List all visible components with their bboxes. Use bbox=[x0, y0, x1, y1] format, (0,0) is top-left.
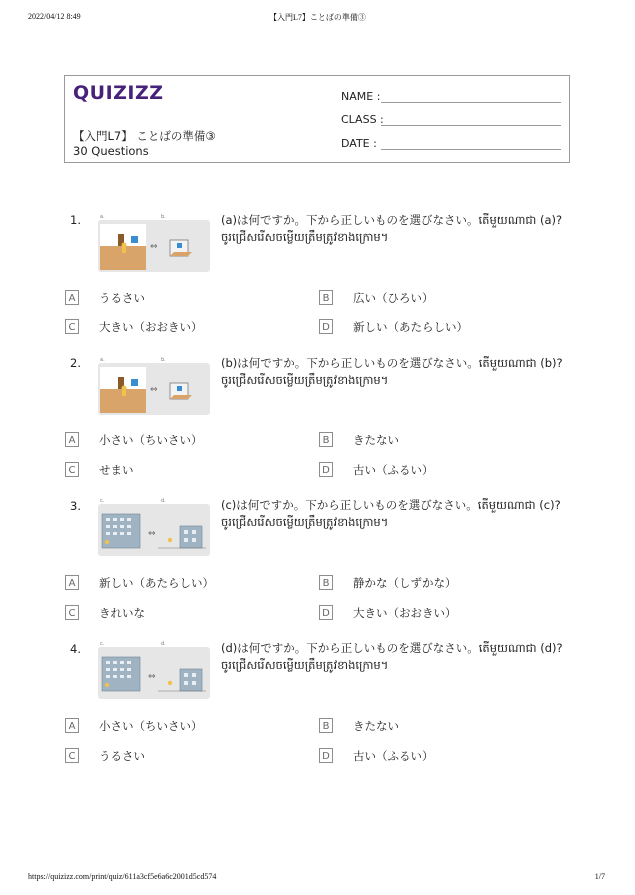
option-a[interactable] bbox=[65, 290, 305, 306]
option-letter: B bbox=[319, 290, 333, 305]
option-b[interactable] bbox=[319, 432, 559, 448]
option-a[interactable] bbox=[65, 575, 305, 591]
option-letter: C bbox=[65, 462, 79, 477]
rooms-illustration-icon bbox=[98, 212, 210, 272]
option-letter: D bbox=[319, 319, 333, 334]
option-text: 小さい（ちいさい） bbox=[99, 433, 203, 447]
option-text: 古い（ふるい） bbox=[353, 749, 434, 763]
buildings-illustration-icon bbox=[98, 496, 210, 556]
question-text: (c)は何ですか。下から正しいものを選びなさい。តើមួយណាជា (c)? ចូរជ្រើសរើសចម្លើយត្រឹមត្រូវខាងក្រោម។ bbox=[221, 498, 561, 529]
image-label-a: a. bbox=[100, 357, 105, 363]
option-letter: B bbox=[319, 575, 333, 590]
option-a[interactable] bbox=[65, 718, 305, 734]
image-label-d: d. bbox=[161, 498, 166, 504]
option-text: きたない bbox=[353, 719, 399, 733]
option-c[interactable] bbox=[65, 319, 305, 335]
date-field bbox=[341, 137, 377, 150]
quizizz-logo: QUIZIZZ bbox=[73, 82, 164, 104]
option-c[interactable] bbox=[65, 605, 305, 621]
option-text: 古い（ふるい） bbox=[353, 463, 434, 477]
svg-text:⇔: ⇔ bbox=[150, 242, 158, 252]
option-text: 小さい（ちいさい） bbox=[99, 719, 203, 733]
image-label-c: c. bbox=[100, 498, 105, 504]
rooms-illustration-icon bbox=[98, 355, 210, 415]
option-text: うるさい bbox=[99, 291, 145, 305]
question-number: 3. bbox=[70, 499, 81, 513]
option-letter: D bbox=[319, 605, 333, 620]
option-text: 大きい（おおきい） bbox=[99, 320, 203, 334]
svg-text:⇔: ⇔ bbox=[148, 672, 156, 682]
print-url: https://quizizz.com/print/quiz/611a3cf5e6a6c2001d5cd574 bbox=[28, 872, 217, 881]
quiz-title: 【入門L7】 ことばの準備③ bbox=[73, 129, 216, 143]
option-text: きたない bbox=[353, 433, 399, 447]
option-letter: B bbox=[319, 718, 333, 733]
image-label-d: d. bbox=[161, 641, 166, 647]
question-count: 30 Questions bbox=[73, 144, 149, 158]
option-text: 大きい（おおきい） bbox=[353, 606, 457, 620]
option-letter: C bbox=[65, 319, 79, 334]
option-a[interactable] bbox=[65, 432, 305, 448]
name-label: NAME : bbox=[341, 90, 381, 103]
date-label: DATE : bbox=[341, 137, 377, 150]
option-text: うるさい bbox=[99, 749, 145, 763]
print-title: 【入門L7】ことばの準備③ bbox=[269, 13, 366, 22]
option-d[interactable] bbox=[319, 462, 559, 478]
class-label: CLASS : bbox=[341, 113, 384, 126]
date-line bbox=[381, 149, 561, 150]
question-text: (d)は何ですか。下から正しいものを選びなさい。តើមួយណាជា (d)? ចូរជ្រើសរើសចម្លើយត្រឹមត្រូវខាងក្រោម។ bbox=[221, 641, 563, 672]
option-d[interactable] bbox=[319, 748, 559, 764]
option-d[interactable] bbox=[319, 605, 559, 621]
option-letter: D bbox=[319, 748, 333, 763]
option-letter: C bbox=[65, 748, 79, 763]
option-letter: B bbox=[319, 432, 333, 447]
image-label-b: b. bbox=[161, 357, 166, 363]
question-text: (a)は何ですか。下から正しいものを選びなさい。តើមួយណាជា (a)? ចូរជ្រើសរើសចម្លើយត្រឹមត្រូវខាងក្រោម។ bbox=[221, 213, 563, 244]
buildings-illustration-icon bbox=[98, 639, 210, 699]
image-label-a: a. bbox=[100, 214, 105, 220]
option-b[interactable] bbox=[319, 575, 559, 591]
svg-text:⇔: ⇔ bbox=[150, 385, 158, 395]
name-field bbox=[341, 90, 380, 103]
option-b[interactable] bbox=[319, 290, 559, 306]
question-number: 2. bbox=[70, 356, 81, 370]
option-letter: A bbox=[65, 432, 79, 447]
option-letter: A bbox=[65, 575, 79, 590]
name-line bbox=[381, 102, 561, 103]
question-number: 4. bbox=[70, 642, 81, 656]
option-text: せまい bbox=[99, 463, 134, 477]
question-number: 1. bbox=[70, 213, 81, 227]
option-letter: A bbox=[65, 718, 79, 733]
image-label-c: c. bbox=[100, 641, 105, 647]
print-date: 2022/04/12 8:49 bbox=[28, 12, 81, 21]
option-text: 広い（ひろい） bbox=[353, 291, 434, 305]
class-field bbox=[341, 113, 384, 126]
option-b[interactable] bbox=[319, 718, 559, 734]
option-text: 新しい（あたらしい） bbox=[353, 320, 468, 334]
option-text: 静かな（しずかな） bbox=[353, 576, 457, 590]
option-c[interactable] bbox=[65, 748, 305, 764]
option-d[interactable] bbox=[319, 319, 559, 335]
option-text: きれいな bbox=[99, 606, 145, 620]
option-c[interactable] bbox=[65, 462, 305, 478]
question-text: (b)は何ですか。下から正しいものを選びなさい。តើមួយណាជា (b)? ចូរជ្រើសរើសចម្លើយត្រឹមត្រូវខាងក្រោម។ bbox=[221, 356, 563, 387]
svg-text:⇔: ⇔ bbox=[148, 529, 156, 539]
option-letter: C bbox=[65, 605, 79, 620]
print-page-number: 1/7 bbox=[594, 872, 605, 881]
option-letter: A bbox=[65, 290, 79, 305]
option-letter: D bbox=[319, 462, 333, 477]
class-line bbox=[381, 125, 561, 126]
image-label-b: b. bbox=[161, 214, 166, 220]
option-text: 新しい（あたらしい） bbox=[99, 576, 214, 590]
quiz-header bbox=[64, 75, 570, 163]
